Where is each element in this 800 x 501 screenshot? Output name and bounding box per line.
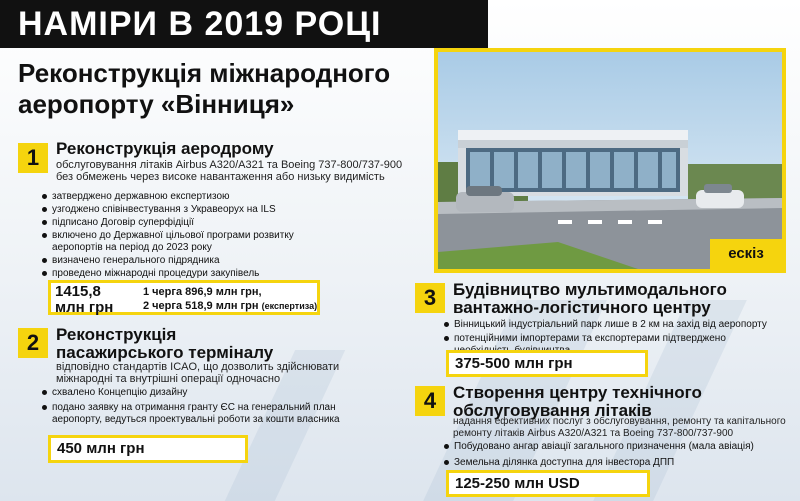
section-number-2: 2	[18, 328, 48, 358]
list-item: визначено генерального підрядника	[40, 255, 340, 267]
bullet-dot-icon	[42, 405, 47, 410]
list-item: Вінницький індустріальний парк лише в 2 км на захід від аеропорту	[442, 319, 782, 331]
list-item: проведено міжнародні процедури закупівель	[40, 268, 340, 280]
bullet-dot-icon	[444, 322, 449, 327]
bullet-dot-icon	[42, 220, 47, 225]
list-item: підписано Договір суперфідіції	[40, 217, 340, 229]
section-1-cost-box	[48, 280, 320, 315]
bullet-dot-icon	[42, 207, 47, 212]
list-item: затверджено державною експертизою	[40, 191, 340, 203]
bullet-dot-icon	[444, 444, 449, 449]
list-item: включено до Державної цільової програми розвитку аеропортів на період до 2023 року	[40, 230, 340, 254]
list-item: подано заявку на отримання гранту ЄС на генеральний план аеропорту, ведуться проектувальні роботи за кошти власника	[40, 402, 340, 426]
cost-stage-2: 2 черга 518,9 млн грн (експертиза)	[143, 300, 318, 312]
bullet-dot-icon	[444, 460, 449, 465]
section-3-cost-box: 375-500 млн грн	[446, 350, 648, 377]
section-number-4: 4	[415, 386, 445, 416]
list-item: узгоджено співінвестування з Укравеорух на ILS	[40, 204, 340, 216]
bullet-dot-icon	[42, 194, 47, 199]
section-number-3: 3	[415, 283, 445, 313]
section-4-description: надання ефективних послуг з обслуговування, ремонту та капітального ремонту літаків Airbus A320/A321 та Boeing 737-800/737-900	[453, 416, 786, 439]
section-2-description: відповідно стандартів ICAO, що дозволить здійснювати міжнародні та внутрішні операції одночасно	[56, 361, 340, 385]
section-2-title: Реконструкція пасажирського терміналу	[56, 325, 274, 362]
airport-render-illustration	[438, 52, 782, 269]
section-1-description: обслуговування літаків Airbus A320/A321 та Boeing 737-800/737-900 без обмежень через високе навантаження або низьку видимість	[56, 159, 403, 183]
page-subtitle: Реконструкція міжнародного аеропорту «Вінниця»	[18, 58, 391, 119]
list-item: Земельна ділянка доступна для інвестора ДПП	[442, 457, 787, 469]
list-item: Побудовано ангар авіації загального призначення (мала авіація)	[442, 441, 787, 453]
section-4-title: Створення центру технічного обслуговування літаків	[453, 383, 702, 420]
bullet-dot-icon	[444, 336, 449, 341]
bullet-dot-icon	[42, 271, 47, 276]
sketch-tag: ескіз	[710, 239, 782, 269]
section-1-title: Реконструкція аеродрому	[56, 139, 274, 158]
section-3-title: Будівництво мультимодального вантажно-логістичного центру	[453, 280, 727, 317]
cost-stage-1: 1 черга 896,9 млн грн,	[143, 286, 262, 298]
bullet-dot-icon	[42, 258, 47, 263]
airport-render-image	[434, 48, 786, 273]
list-item: схвалено Концепцію дизайну	[40, 387, 340, 399]
section-4-bullet-list	[442, 441, 787, 469]
page-title: НАМІРИ В 2019 РОЦІ	[18, 5, 382, 43]
cost-total: 1415,8 млн грн	[55, 283, 114, 316]
section-2-bullet-list	[40, 387, 340, 426]
bullet-dot-icon	[42, 233, 47, 238]
section-1-bullet-list	[40, 191, 340, 280]
section-4-cost-box: 125-250 млн USD	[446, 470, 650, 497]
title-bar	[0, 0, 488, 48]
section-2-cost-box: 450 млн грн	[48, 435, 248, 463]
list-item: потенційними імпортерами та експортерами підтверджено	[442, 333, 782, 357]
section-number-1: 1	[18, 143, 48, 173]
bullet-dot-icon	[42, 390, 47, 395]
